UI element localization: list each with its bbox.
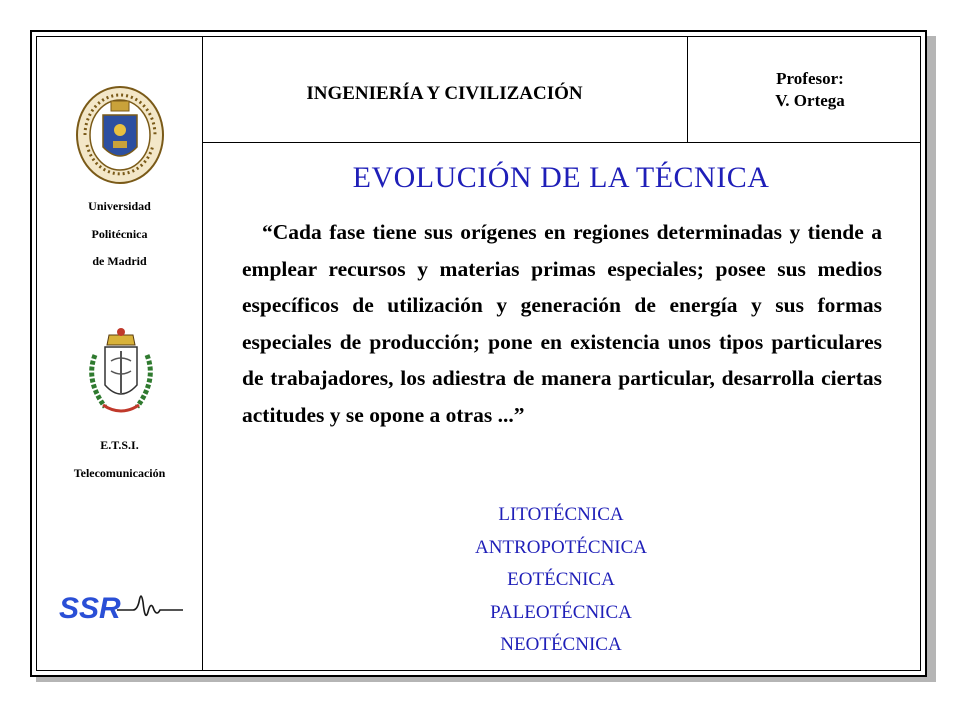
main-content [202,143,920,670]
phase-item: EOTÉCNICA [507,569,615,590]
sidebar [37,37,203,670]
university-line: de Madrid [92,254,147,268]
ssr-logo-text: SSR [59,592,121,625]
slide-inner-border [36,36,921,671]
school-line: Telecomunicación [73,466,166,480]
phases-list [202,499,920,662]
school-line: E.T.S.I. [100,438,139,452]
university-seal-icon [75,85,165,185]
slide-title: EVOLUCIÓN DE LA TÉCNICA [352,161,770,194]
course-title: INGENIERÍA Y CIVILIZACIÓN [202,37,688,142]
quote-text: “Cada fase tiene sus orígenes en regiones determinadas y tiende a emplear recursos y materias primas especiales; posee sus medios específicos de utilización y generación de energía y sus formas especiales de producción; pone en existencia unos tipos particulares de trabajadores, los adiestra de manera particular, desarrolla ciertas actitudes y se opone a otras ...” [242,220,882,427]
professor-name: V. Ortega [775,90,845,110]
professor-label: Profesor: [776,68,844,88]
professor-box [688,37,920,142]
school-crest-icon [81,325,161,420]
university-line: Politécnica [91,226,148,241]
phase-item: NEOTÉCNICA [500,634,622,655]
phase-item: LITOTÉCNICA [498,504,624,525]
phase-item: ANTROPOTÉCNICA [474,536,648,558]
university-line: Universidad [88,199,151,213]
ssr-logo-icon [55,582,195,632]
university-name [37,193,202,276]
school-name [37,431,202,487]
phase-item: PALEOTÉCNICA [490,601,632,623]
slide-frame [30,30,927,677]
header [202,37,920,143]
